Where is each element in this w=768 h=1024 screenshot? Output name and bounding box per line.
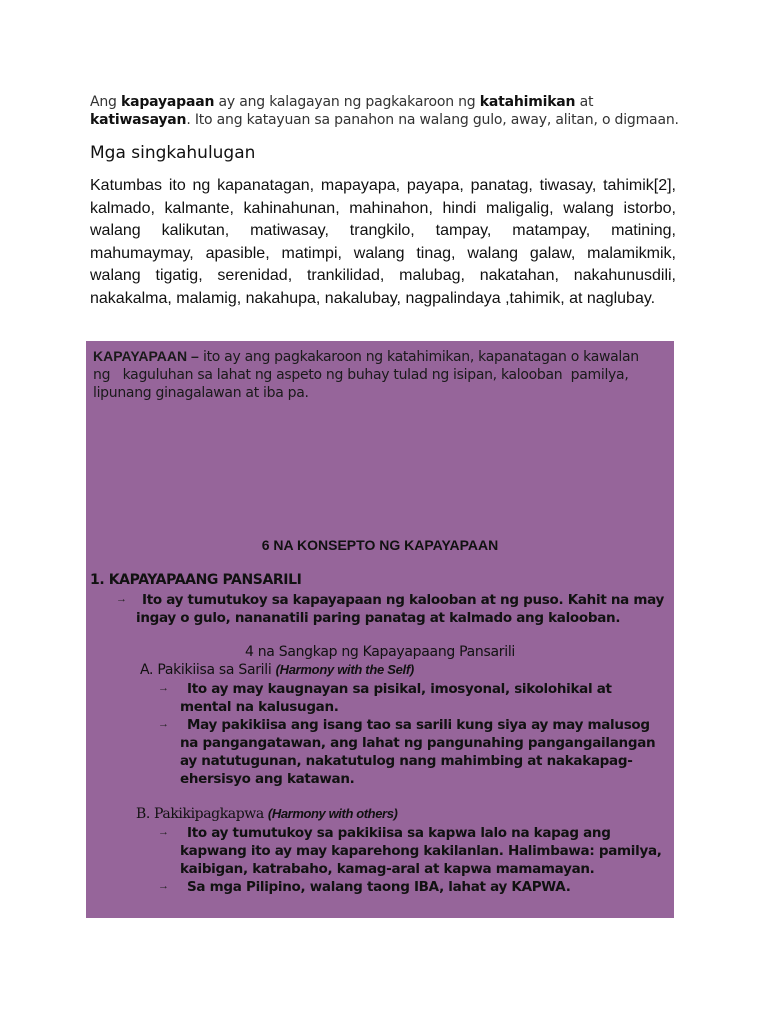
- part-a-label: A. Pakikiisa sa Sarili: [140, 662, 276, 678]
- part-b-bullet-2-line-1: Sa mga Pilipino, walang taong IBA, lahat ay KAPWA.: [187, 879, 571, 895]
- arrow-bullet-icon: →: [116, 593, 127, 605]
- arrow-bullet-icon: →: [158, 880, 169, 892]
- synonyms-paragraph: Katumbas ito ng kapanatagan, mapayapa, payapa, panatag, tiwasay, tahimik[2], kalmado, kalmante, kahinahunan, mahinahon, hindi maligalig, walang istorbo, walang kalikutan, matiwasay, trangkilo, tampay, matampay, matining, mahumaymay, apasible, matimpi, walang tinag, walang galaw, malamikmik, walang tigatig, serenidad, trankilidad, malubag, nakatahan, nakahunusdili, nakakalma, malamig, nakahupa, nakalubay, nagpalindaya ,tahimik, at naglubay.: [90, 177, 676, 307]
- arrow-bullet-icon: →: [158, 826, 169, 838]
- intro-text-2: ay ang kalagayan ng pagkakaroon ng: [214, 94, 480, 110]
- definition-line-2: ng kaguluhan sa lahat ng aspeto ng buhay tulad ng isipan, kalooban pamilya,: [93, 367, 629, 383]
- part-a-bullet-1-line-1: Ito ay may kaugnayan sa pisikal, imosyonal, sikolohikal at: [187, 681, 612, 697]
- section-1-bullet-line-2: ingay o gulo, nananatili paring panatag at kalmado ang kalooban.: [136, 610, 621, 626]
- definition-line-3: lipunang ginagalawan at iba pa.: [93, 385, 309, 401]
- keyword-katahimikan: katahimikan: [479, 94, 576, 110]
- part-b-heading: [136, 806, 397, 822]
- synonyms-heading: Mga singkahulugan: [90, 143, 256, 163]
- definition-line-1: [93, 347, 663, 366]
- part-a-bullet-2-line-1: May pakikiisa ang isang tao sa sarili kung siya ay may malusog: [187, 717, 650, 733]
- intro-paragraph: [90, 93, 680, 129]
- components-subtitle: 4 na Sangkap ng Kapayapaang Pansarili: [244, 644, 516, 660]
- intro-text-4: . Ito ang katayuan sa panahon na walang gulo, away, alitan, o digmaan.: [186, 112, 679, 128]
- part-b-label: B. Pakikipagkapwa: [136, 806, 268, 822]
- concepts-title: 6 NA KONSEPTO NG KAPAYAPAAN: [261, 537, 499, 553]
- definition-term: KAPAYAPAAN –: [93, 348, 199, 364]
- arrow-bullet-icon: →: [158, 718, 169, 730]
- section-1-bullet-line-1: Ito ay tumutukoy sa kapayapaan ng kalooban at ng puso. Kahit na may: [142, 592, 665, 608]
- intro-text-1: Ang: [90, 94, 121, 110]
- definition-box: [86, 341, 674, 918]
- part-b-bullet-1-line-2: kapwang ito ay may kaparehong kakilanlan. Halimbawa: pamilya,: [180, 843, 662, 859]
- part-a-bullet-2-line-3: ay natutugunan, nakatutulog nang mahimbing at nakakapag-: [180, 753, 633, 769]
- arrow-bullet-icon: →: [158, 682, 169, 694]
- part-a-bullet-1-line-2: mental na kalusugan.: [180, 699, 339, 715]
- part-b-bullet-1-line-1: Ito ay tumutukoy sa pakikiisa sa kapwa lalo na kapag ang: [187, 825, 611, 841]
- part-a-heading: [140, 662, 414, 678]
- part-a-bullet-2-line-2: na pangangatawan, ang lahat ng pangunahing pangangailangan: [180, 735, 656, 751]
- keyword-katiwasayan: katiwasayan: [90, 112, 187, 128]
- part-a-bullet-2-line-4: ehersisyo ang katawan.: [180, 771, 355, 787]
- definition-text: [93, 347, 663, 402]
- part-b-bullet-1-line-3: kaibigan, katrabaho, kamag-aral at kapwa mamamayan.: [180, 861, 595, 877]
- part-b-english: (Harmony with others): [267, 806, 398, 821]
- keyword-kapayapaan: kapayapaan: [121, 94, 215, 110]
- intro-text-3: at: [575, 94, 594, 110]
- definition-line-1-text: ito ay ang pagkakaroon ng katahimikan, kapanatagan o kawalan: [198, 349, 639, 365]
- part-a-english: (Harmony with the Self): [275, 662, 414, 677]
- section-1-heading: 1. KAPAYAPAANG PANSARILI: [90, 572, 302, 588]
